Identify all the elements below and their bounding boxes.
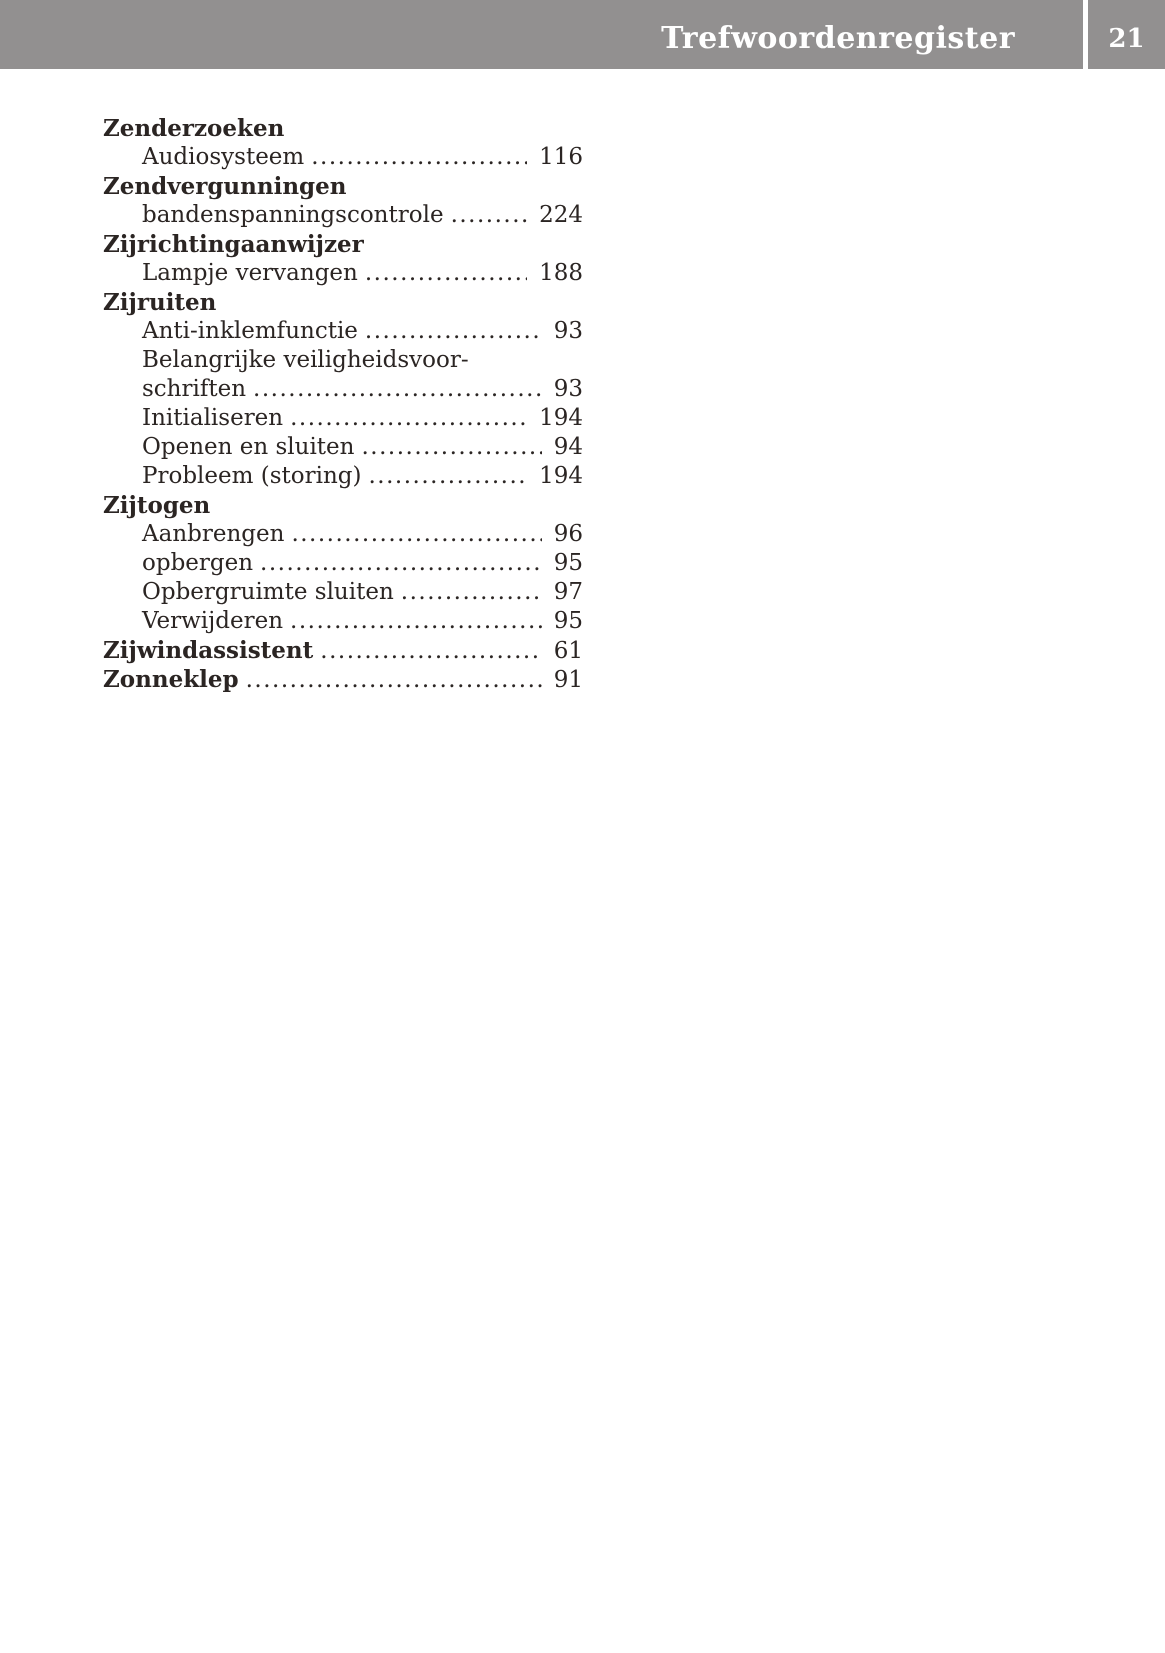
entry-label: Belangrijke veiligheidsvoor- [142,347,469,373]
dot-leader [291,520,541,549]
index-entry [103,549,583,578]
index-entry-heading [103,636,583,665]
index-entry [103,375,583,404]
entry-label: Initialiseren [142,405,284,431]
entry-label: Anti-inklemfunctie [142,318,358,344]
entry-label: Zonneklep [103,666,239,693]
entry-page-number: 96 [553,521,583,547]
index-entry [103,404,583,433]
entry-page-number: 61 [553,638,583,664]
entry-label: Zijwindassistent [103,637,314,664]
dot-leader [365,259,527,288]
entry-page-number: 95 [553,608,583,634]
entry-label: Zendvergunningen [103,173,347,200]
entry-page-number: 95 [553,550,583,576]
entry-page-number: 194 [539,463,583,489]
index-section-heading [103,288,583,317]
dot-leader [368,462,527,491]
entry-label: Opbergruimte sluiten [142,579,394,605]
entry-label: Openen en sluiten [142,434,355,460]
dot-leader [290,404,527,433]
header-page-number: 21 [1108,23,1145,54]
entry-page-number: 91 [553,667,583,693]
entry-label: Audiosysteem [142,144,305,170]
entry-page-number: 93 [553,318,583,344]
dot-leader [451,201,528,230]
dot-leader [401,578,542,607]
entry-label: Zijruiten [103,289,217,316]
index-section-heading [103,172,583,201]
dot-leader [290,607,542,636]
entry-page-number: 93 [553,376,583,402]
dot-leader [260,549,542,578]
index-entry-continuation [103,346,583,375]
index-section-heading [103,114,583,143]
entry-label: Lampje vervangen [142,260,358,286]
entry-label: opbergen [142,550,254,576]
index-entry [103,520,583,549]
page-header-bar [0,0,1165,69]
entry-label: Zijrichtingaanwijzer [103,231,364,258]
entry-label: bandenspanningscontrole [142,202,444,228]
index-entry [103,607,583,636]
dot-leader [311,143,527,172]
dot-leader [253,375,542,404]
index-entry [103,317,583,346]
entry-label: Zijtogen [103,492,211,519]
entry-page-number: 97 [553,579,583,605]
index-section-heading [103,230,583,259]
index-entry [103,143,583,172]
entry-label: Zenderzoeken [103,115,285,142]
entry-label: Verwijderen [142,608,284,634]
entry-label: Aanbrengen [142,521,285,547]
entry-page-number: 224 [539,202,583,228]
index-entry [103,433,583,462]
entry-page-number: 94 [553,434,583,460]
index-entry-heading [103,665,583,694]
index-list [103,114,583,694]
index-entry [103,201,583,230]
entry-page-number: 116 [539,144,583,170]
entry-page-number: 188 [539,260,583,286]
entry-page-number: 194 [539,405,583,431]
entry-label: schriften [142,376,247,402]
dot-leader [246,666,542,694]
entry-label: Probleem (storing) [142,463,362,489]
dot-leader [361,433,541,462]
dot-leader [365,317,542,346]
header-title: Trefwoordenregister [661,21,1015,56]
index-entry [103,578,583,607]
index-entry [103,259,583,288]
index-section-heading [103,491,583,520]
index-entry [103,462,583,491]
dot-leader [320,637,541,665]
